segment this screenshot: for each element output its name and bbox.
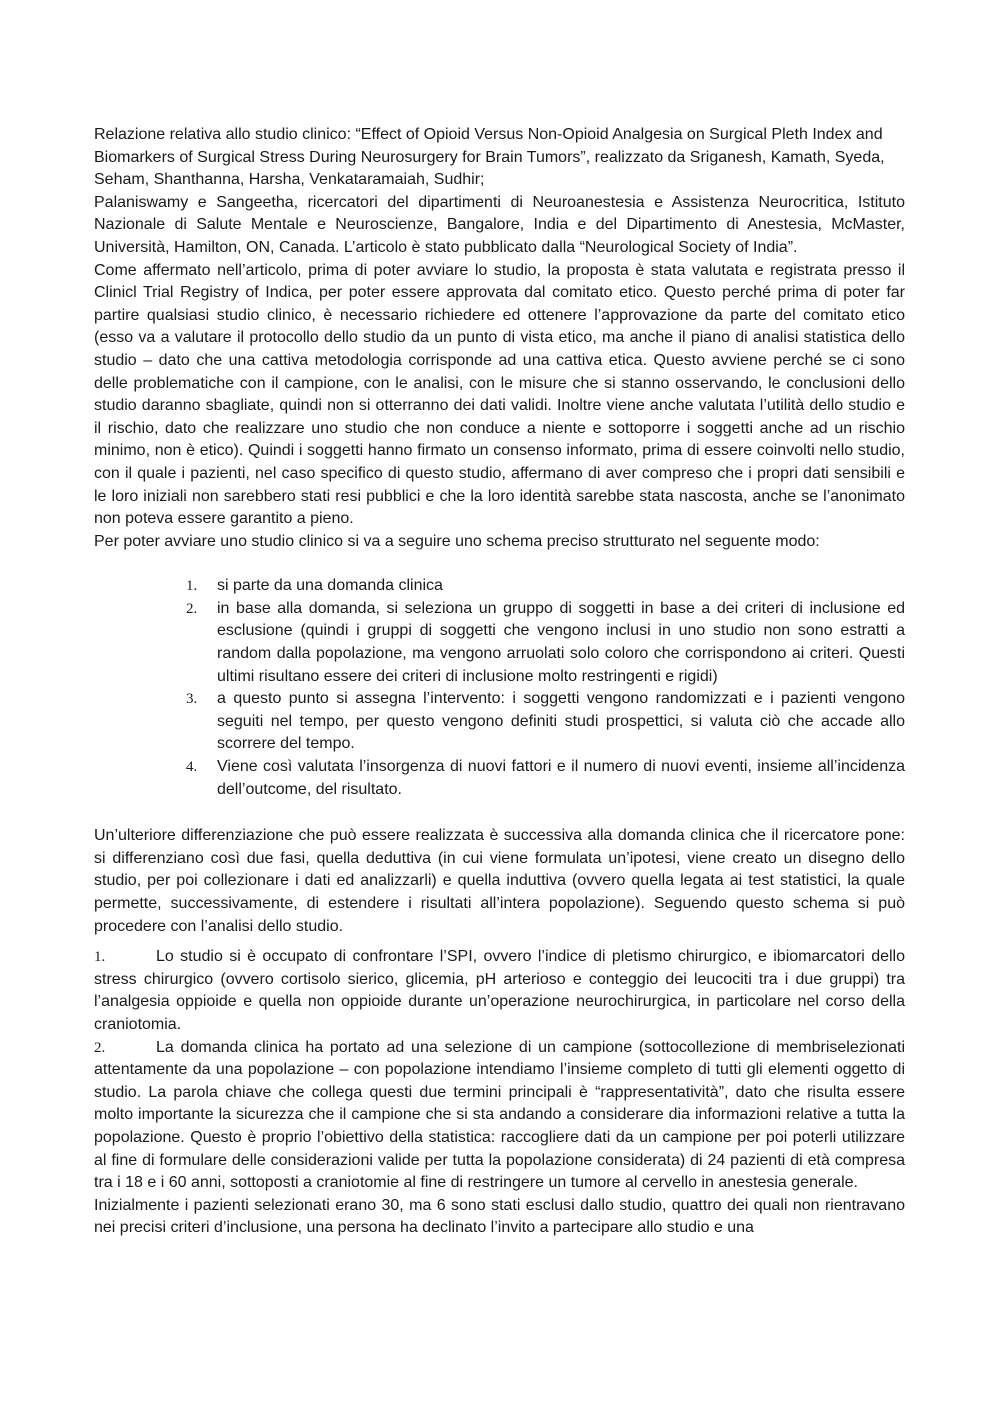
intro-paragraph-4: Per poter avviare uno studio clinico si va a seguire uno schema preciso strutturato nel seguente modo:	[94, 532, 820, 550]
list-item-text: si parte da una domanda clinica	[217, 577, 443, 595]
list-item	[94, 598, 905, 688]
differentiation-paragraph: Un’ulteriore differenziazione che può essere realizzata è successiva alla domanda clinica che il ricercatore pone: si differenziano così due fasi, quella deduttiva (in cui viene formulata un’ipotesi, viene creato un disegno dello studio, per poi collezionare i dati ed analizzarli) e quella induttiva (ovvero quella legata ai test statistici, la quale permette, successivamente, di estendere i risultati all’intera popolazione). Seguendo questo schema si può procedere con l’analisi dello studio.	[94, 827, 905, 935]
list-item	[94, 688, 905, 756]
list-item-text: Viene così valutata l’insorgenza di nuovi fattori e il numero di nuovi eventi, insieme all’incidenza dell’outcome, del risultato.	[217, 758, 905, 798]
document-body	[94, 124, 905, 1240]
analysis-paragraph-2	[94, 1037, 905, 1195]
analysis-paragraph-1	[94, 946, 905, 1036]
study-steps-list	[94, 575, 905, 801]
analysis-number: 1.	[94, 949, 106, 966]
analysis-text: Lo studio si è occupato di confrontare l’SPI, ovvero l’indice di pletismo chirurgico, e ibiomarcatori dello stress chirurgico (ovvero cortisolo sierico, glicemia, pH arterioso e conteggio dei leucociti tra i due gruppi) tra l’analgesia oppioide e quella non oppioide durante un’operazione neurochirurgica, in particolare nel corso della craniotomia.	[94, 948, 905, 1033]
analysis-number: 2.	[94, 1039, 106, 1056]
list-item-number: 2.	[186, 600, 198, 617]
list-item	[94, 756, 905, 801]
list-item-number: 3.	[186, 691, 198, 708]
intro-paragraph-2: Palaniswamy e Sangeetha, ricercatori del dipartimenti di Neuroanestesia e Assistenza Neurocritica, Istituto Nazionale di Salute Mentale e Neuroscienze, Bangalore, India e del Dipartimento di Anestesia, McMaster, Università, Hamilton, ON, Canada. L’articolo è stato pubblicato dalla “Neurological Society of India”.	[94, 193, 905, 256]
list-item	[94, 575, 905, 598]
list-item-text: a questo punto si assegna l’intervento: i soggetti vengono randomizzati e i pazienti vengono seguiti nel tempo, per questo vengono definiti studi prospettici, si valuta ciò che accade allo scorrere del tempo.	[217, 690, 905, 753]
list-item-number: 4.	[186, 759, 198, 776]
intro-paragraph-3: Come affermato nell’articolo, prima di poter avviare lo studio, la proposta è stata valutata e registrata presso il Clinicl Trial Registry of Indica, per poter essere approvata dal comitato etico. Questo perché prima di poter far partire qualsiasi studio clinico, è necessario richiedere ed ottenere l’approvazione da parte del comitato etico (esso va a valutare il protocollo dello studio da un punto di vista etico, ma anche il piano di analisi statistica dello studio – dato che una cattiva metodologia corrisponde ad una cattiva etica. Questo avviene perché se ci sono delle problematiche con il campione, con le analisi, con le misure che si stanno osservando, le conclusioni dello studio daranno sbagliate, quindi non si otterranno dei dati validi. Inoltre viene anche valutata l’utilità dello studio e il rischio, dato che realizzare uno studio che non conduce a niente e sottoporre i soggetti anche ad un rischio minimo, non è etico). Quindi i soggetti hanno firmato un consenso informato, prima di essere coinvolti nello studio, con il quale i pazienti, nel caso specifico di questo studio, affermano di aver compreso che i propri dati sensibili e le loro iniziali non sarebbero stati resi pubblici e che la loro identità sarebbe stata nascosta, anche se l’anonimato non poteva essere garantito a pieno.	[94, 261, 905, 528]
intro-paragraph-1: Relazione relativa allo studio clinico: “Effect of Opioid Versus Non-Opioid Analgesia on Surgical Pleth Index and Biomarkers of Surgical Stress During Neurosurgery for Brain Tumors”, realizzato da Sriganesh, Kamath, Syeda, Seham, Shanthanna, Harsha, Venkataramaiah, Sudhir;	[94, 126, 885, 189]
list-item-number: 1.	[186, 578, 198, 595]
list-item-text: in base alla domanda, si seleziona un gruppo di soggetti in base a dei criteri di inclusione ed esclusione (quindi i gruppi di soggetti che vengono inclusi in uno studio non sono estratti a random dalla popolazione, ma vengono arruolati solo coloro che corrispondono ai criteri. Questi ultimi risultano essere dei criteri di inclusione molto restringenti e rigidi)	[217, 599, 905, 685]
closing-paragraph: Inizialmente i pazienti selezionati erano 30, ma 6 sono stati esclusi dallo studio, quattro dei quali non rientravano nei precisi criteri d’inclusione, una persona ha declinato l’invito a partecipare allo studio e una	[94, 1196, 905, 1237]
analysis-text: La domanda clinica ha portato ad una selezione di un campione (sottocollezione di membriselezionati attentamente da una popolazione – con popolazione intendiamo l’insieme completo di tutti gli elementi oggetto di studio. La parola chiave che collega questi due termini principali è “rappresentatività”, dato che risulta essere molto importante la sicurezza che il campione che si sta andando a considerare dia informazioni relative a tutta la popolazione. Questo è proprio l’obiettivo della statistica: raccogliere dati da un campione per poi poterli utilizzare al fine di formulare delle considerazioni valide per tutta la popolazione considerata) di 24 pazienti di età compresa tra i 18 e i 60 anni, sottoposti a craniotomie al fine di restringere un tumore al cervello in anestesia generale.	[94, 1038, 905, 1192]
